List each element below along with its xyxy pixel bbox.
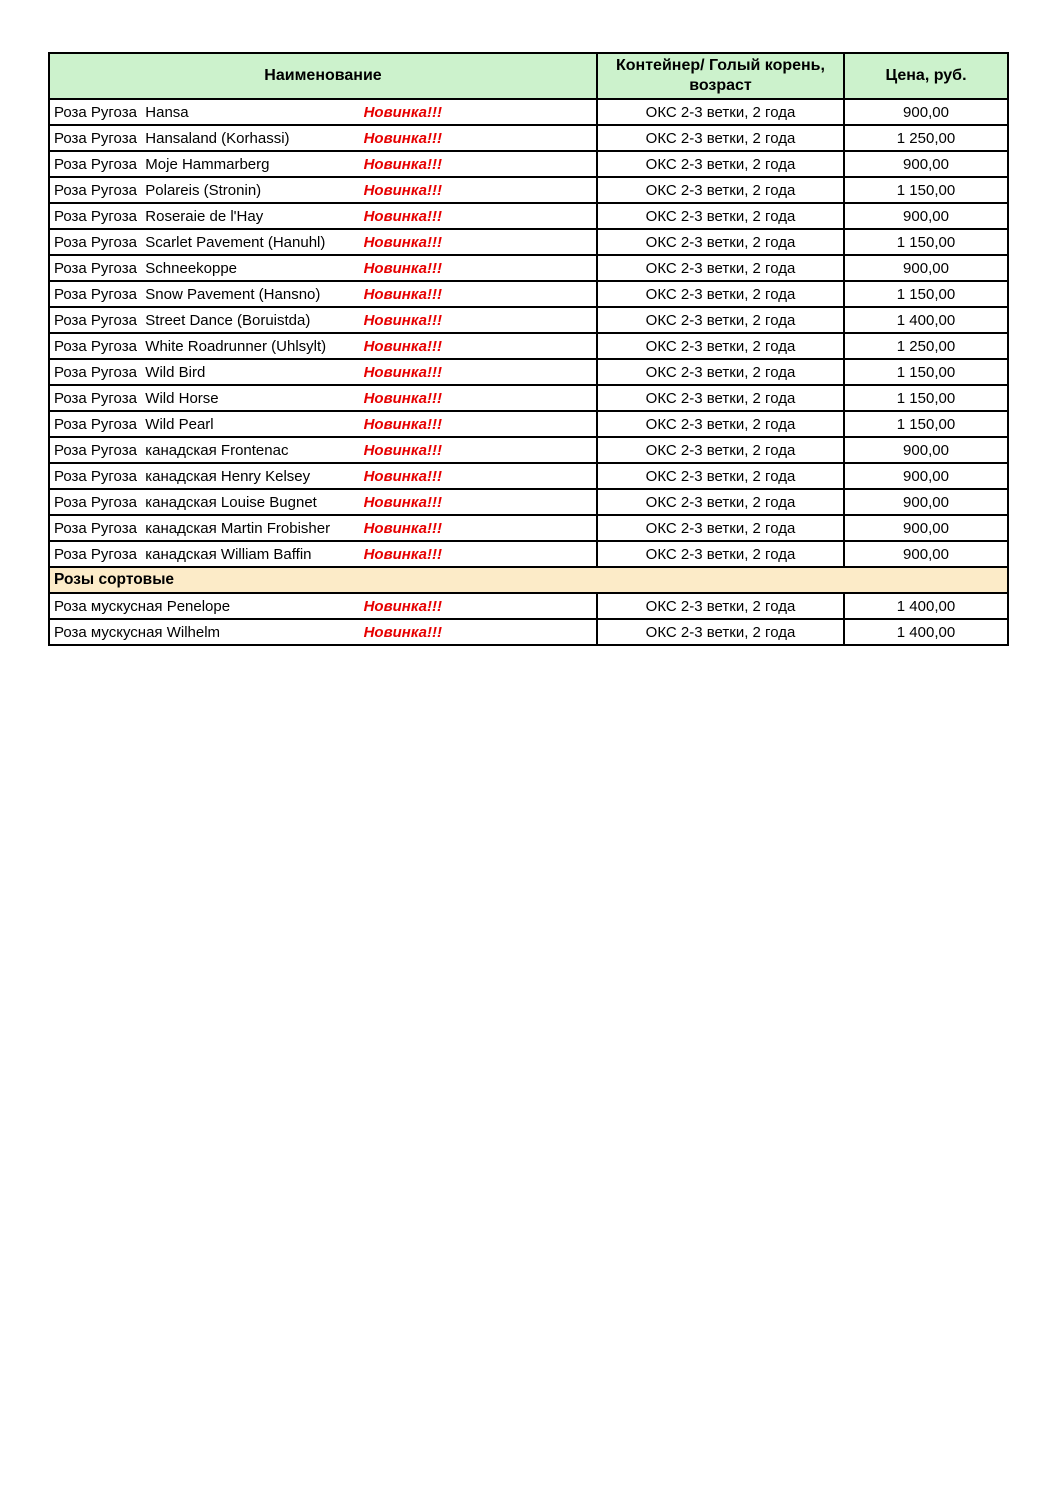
- section-label: Розы сортовые: [49, 567, 1008, 593]
- novelty-badge: Новинка!!!: [363, 363, 442, 381]
- cell-price: 900,00: [844, 437, 1008, 463]
- plant-name: Роза Ругоза Wild Horse: [54, 389, 219, 407]
- table-row: [49, 151, 1008, 177]
- plant-name: Роза Ругоза Wild Pearl: [54, 415, 214, 433]
- table-row: [49, 229, 1008, 255]
- plant-name: Роза мускусная Penelope: [54, 597, 231, 615]
- novelty-badge: Новинка!!!: [363, 129, 442, 147]
- table-row: [49, 281, 1008, 307]
- cell-name: [49, 307, 597, 333]
- cell-container-age: ОКС 2-3 ветки, 2 года: [597, 489, 844, 515]
- cell-price: 1 150,00: [844, 177, 1008, 203]
- plant-name: Роза Ругоза канадская Louise Bugnet: [54, 493, 317, 511]
- plant-name: Роза Ругоза Scarlet Pavement (Hanuhl): [54, 233, 326, 251]
- cell-container-age: ОКС 2-3 ветки, 2 года: [597, 255, 844, 281]
- cell-price: 900,00: [844, 255, 1008, 281]
- cell-container-age: ОКС 2-3 ветки, 2 года: [597, 229, 844, 255]
- plant-name: Роза Ругоза канадская Henry Kelsey: [54, 467, 311, 485]
- name-flex: [54, 182, 592, 199]
- plant-name: Роза Ругоза Hansaland (Korhassi): [54, 129, 290, 147]
- cell-container-age: ОКС 2-3 ветки, 2 года: [597, 281, 844, 307]
- cell-price: 1 150,00: [844, 229, 1008, 255]
- novelty-badge: Новинка!!!: [363, 181, 442, 199]
- table-row: [49, 177, 1008, 203]
- cell-name: [49, 515, 597, 541]
- novelty-badge: Новинка!!!: [363, 493, 442, 511]
- cell-container-age: ОКС 2-3 ветки, 2 года: [597, 125, 844, 151]
- name-flex: [54, 624, 592, 641]
- plant-name: Роза Ругоза Snow Pavement (Hansno): [54, 285, 321, 303]
- novelty-badge: Новинка!!!: [363, 285, 442, 303]
- cell-container-age: ОКС 2-3 ветки, 2 года: [597, 515, 844, 541]
- name-flex: [54, 234, 592, 251]
- cell-price: 900,00: [844, 99, 1008, 125]
- cell-price: 1 400,00: [844, 307, 1008, 333]
- table-row: [49, 255, 1008, 281]
- plant-name: Роза Ругоза канадская Martin Frobisher: [54, 519, 331, 537]
- name-flex: [54, 130, 592, 147]
- cell-price: 900,00: [844, 515, 1008, 541]
- name-flex: [54, 442, 592, 459]
- novelty-badge: Новинка!!!: [363, 623, 442, 641]
- plant-name: Роза Ругоза Hansa: [54, 103, 189, 121]
- cell-name: [49, 619, 597, 645]
- cell-name: [49, 593, 597, 619]
- cell-price: 900,00: [844, 203, 1008, 229]
- cell-name: [49, 255, 597, 281]
- cell-name: [49, 359, 597, 385]
- cell-container-age: ОКС 2-3 ветки, 2 года: [597, 177, 844, 203]
- name-flex: [54, 338, 592, 355]
- table-row: [49, 203, 1008, 229]
- plant-name: Роза Ругоза канадская Frontenac: [54, 441, 289, 459]
- novelty-badge: Новинка!!!: [363, 467, 442, 485]
- novelty-badge: Новинка!!!: [363, 233, 442, 251]
- novelty-badge: Новинка!!!: [363, 415, 442, 433]
- plant-name: Роза Ругоза Moje Hammarberg: [54, 155, 270, 173]
- cell-price: 1 150,00: [844, 385, 1008, 411]
- cell-name: [49, 229, 597, 255]
- cell-price: 900,00: [844, 489, 1008, 515]
- table-row: [49, 411, 1008, 437]
- table-row: [49, 489, 1008, 515]
- table-row: [49, 593, 1008, 619]
- table-row: [49, 125, 1008, 151]
- table-row: [49, 463, 1008, 489]
- name-flex: [54, 598, 592, 615]
- name-flex: [54, 156, 592, 173]
- cell-name: [49, 541, 597, 567]
- cell-price: 1 400,00: [844, 593, 1008, 619]
- name-flex: [54, 260, 592, 277]
- table-header: [49, 53, 1008, 99]
- novelty-badge: Новинка!!!: [363, 259, 442, 277]
- cell-price: 1 150,00: [844, 411, 1008, 437]
- plant-name: Роза Ругоза Wild Bird: [54, 363, 206, 381]
- name-flex: [54, 104, 592, 121]
- novelty-badge: Новинка!!!: [363, 103, 442, 121]
- cell-name: [49, 281, 597, 307]
- table-row: [49, 437, 1008, 463]
- column-header-name: Наименование: [49, 53, 597, 99]
- cell-container-age: ОКС 2-3 ветки, 2 года: [597, 619, 844, 645]
- cell-name: [49, 333, 597, 359]
- cell-price: 1 150,00: [844, 359, 1008, 385]
- novelty-badge: Новинка!!!: [363, 519, 442, 537]
- name-flex: [54, 468, 592, 485]
- plant-name: Роза Ругоза Polareis (Stronin): [54, 181, 262, 199]
- table-row: [49, 359, 1008, 385]
- cell-container-age: ОКС 2-3 ветки, 2 года: [597, 203, 844, 229]
- table-body: [49, 99, 1008, 645]
- cell-container-age: ОКС 2-3 ветки, 2 года: [597, 411, 844, 437]
- price-table: [48, 52, 1009, 646]
- novelty-badge: Новинка!!!: [363, 337, 442, 355]
- plant-name: Роза мускусная Wilhelm: [54, 623, 221, 641]
- plant-name: Роза Ругоза Schneekoppe: [54, 259, 238, 277]
- cell-price: 1 150,00: [844, 281, 1008, 307]
- section-row: [49, 567, 1008, 593]
- cell-name: [49, 385, 597, 411]
- plant-name: Роза Ругоза канадская William Baffin: [54, 545, 312, 563]
- cell-price: 900,00: [844, 463, 1008, 489]
- column-header-price: Цена, руб.: [844, 53, 1008, 99]
- cell-container-age: ОКС 2-3 ветки, 2 года: [597, 593, 844, 619]
- cell-container-age: ОКС 2-3 ветки, 2 года: [597, 385, 844, 411]
- name-flex: [54, 312, 592, 329]
- cell-name: [49, 177, 597, 203]
- cell-price: 900,00: [844, 541, 1008, 567]
- name-flex: [54, 494, 592, 511]
- cell-price: 1 250,00: [844, 333, 1008, 359]
- cell-name: [49, 151, 597, 177]
- novelty-badge: Новинка!!!: [363, 389, 442, 407]
- novelty-badge: Новинка!!!: [363, 207, 442, 225]
- cell-container-age: ОКС 2-3 ветки, 2 года: [597, 541, 844, 567]
- cell-name: [49, 125, 597, 151]
- novelty-badge: Новинка!!!: [363, 311, 442, 329]
- plant-name: Роза Ругоза Street Dance (Boruistda): [54, 311, 311, 329]
- novelty-badge: Новинка!!!: [363, 441, 442, 459]
- novelty-badge: Новинка!!!: [363, 155, 442, 173]
- cell-container-age: ОКС 2-3 ветки, 2 года: [597, 463, 844, 489]
- name-flex: [54, 390, 592, 407]
- name-flex: [54, 546, 592, 563]
- cell-price: 900,00: [844, 151, 1008, 177]
- plant-name: Роза Ругоза White Roadrunner (Uhlsylt): [54, 337, 327, 355]
- header-row: [49, 53, 1008, 99]
- cell-price: 1 250,00: [844, 125, 1008, 151]
- table-row: [49, 515, 1008, 541]
- table-row: [49, 541, 1008, 567]
- name-flex: [54, 416, 592, 433]
- cell-name: [49, 411, 597, 437]
- cell-container-age: ОКС 2-3 ветки, 2 года: [597, 333, 844, 359]
- cell-name: [49, 99, 597, 125]
- table-row: [49, 385, 1008, 411]
- cell-name: [49, 203, 597, 229]
- cell-container-age: ОКС 2-3 ветки, 2 года: [597, 437, 844, 463]
- plant-name: Роза Ругоза Roseraie de l'Hay: [54, 207, 264, 225]
- name-flex: [54, 208, 592, 225]
- table-row: [49, 99, 1008, 125]
- name-flex: [54, 364, 592, 381]
- name-flex: [54, 286, 592, 303]
- novelty-badge: Новинка!!!: [363, 545, 442, 563]
- cell-name: [49, 489, 597, 515]
- cell-name: [49, 463, 597, 489]
- table-row: [49, 619, 1008, 645]
- cell-container-age: ОКС 2-3 ветки, 2 года: [597, 99, 844, 125]
- cell-container-age: ОКС 2-3 ветки, 2 года: [597, 307, 844, 333]
- cell-price: 1 400,00: [844, 619, 1008, 645]
- novelty-badge: Новинка!!!: [363, 597, 442, 615]
- cell-name: [49, 437, 597, 463]
- table-row: [49, 333, 1008, 359]
- name-flex: [54, 520, 592, 537]
- column-header-container: Контейнер/ Голый корень, возраст: [597, 53, 844, 99]
- cell-container-age: ОКС 2-3 ветки, 2 года: [597, 151, 844, 177]
- table-row: [49, 307, 1008, 333]
- cell-container-age: ОКС 2-3 ветки, 2 года: [597, 359, 844, 385]
